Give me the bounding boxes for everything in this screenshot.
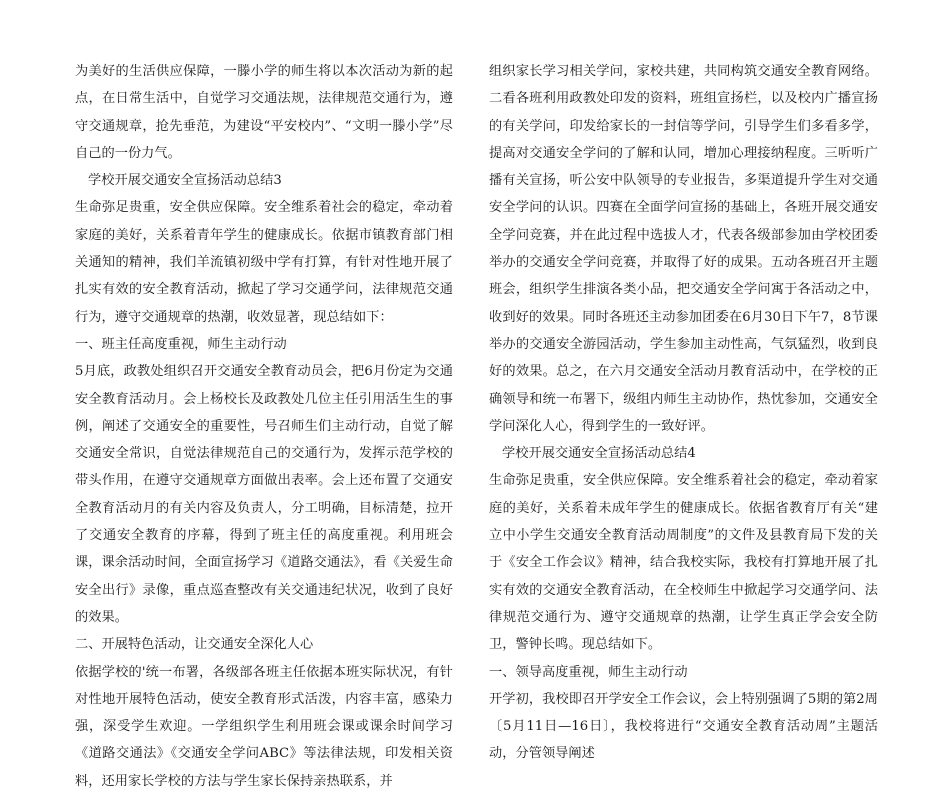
right-column xyxy=(489,58,878,768)
heading-part-1-summary-4: 一、领导高度重视，师生主动行动 xyxy=(489,664,688,680)
paragraph-intro-summary-3: 生命弥足贵重，安全供应保障。安全维系着社会的稳定，牵动着家庭的美好，关系着青年学生的健康成长。依据市镇教育部门相关通知的精神，我们羊流镇初级中学有打算，有针对性地开展了扎实有效的安全教育活动，掀起了学习交通学问，法律规范交通行为，遵守交通规章的热潮，收效显著，现总结如下： xyxy=(75,200,453,325)
heading-part-1: 一、班主任高度重视，师生主动行动 xyxy=(75,336,287,352)
heading-part-2: 二、开展特色活动，让交通安全深化人心 xyxy=(75,637,314,653)
paragraph-part-2: 依据学校的'统一布署，各级部各班主任依据本班实际状况，有针对性地开展特色活动，使安全教育形式活泼，内容丰富，感染力强，深受学生欢迎。一学组织学生利用班会课或课余时间学习《道路交通法》《交通安全学问ABC》等法律法规，印发相关资料，还用家长学校的方法与学生家长保持亲热联系，并 xyxy=(75,664,453,789)
paragraph-intro-summary-4: 生命弥足贵重，安全供应保障。安全维系着社会的稳定，牵动着家庭的美好，关系着未成年学生的健康成长。依据省教育厅有关“建立中小学生交通安全教育活动周制度”的文件及县教育局下发的关于《安全工作会议》精神，结合我校实际，我校有打算地开展了扎实有效的交通安全教育活动，在全校师生中掀起学习交通学问、法律规范交通行为、遵守交通规章的热潮，让学生真正学会安全防卫，警钟长鸣。现总结如下。 xyxy=(489,473,878,653)
section-title-summary-4: 学校开展交通安全宣扬活动总结4 xyxy=(502,446,696,462)
section-title-summary-3: 学校开展交通安全宣扬活动总结3 xyxy=(88,173,282,189)
paragraph-part-1-summary-4: 开学初，我校即召开学安全工作会议，会上特别强调了5期的第2周〔5月11日—16日〕，我校将进行“交通安全教育活动周”主题活动，分管领导阐述 xyxy=(489,691,878,762)
paragraph-closing-summary-2: 为美好的生活供应保障，一滕小学的师生将以本次活动为新的起点，在日常生活中，自觉学习交通法规，法律规范交通行为，遵守交通规章，抢先垂范，为建设“平安校内”、“文明一滕小学”尽自己的一份力气。 xyxy=(75,64,453,161)
left-column xyxy=(75,58,453,795)
paragraph-part-1: 5月底，政教处组织召开交通安全教育动员会，把6月份定为交通安全教育活动月。会上杨校长及政教处几位主任引用活生生的事例，阐述了交通安全的重要性，号召师生们主动行动，自觉了解交通安全常识，自觉法律规范自己的交通行为，发挥示范学校的带头作用，在遵守交通规章方面做出表率。会上还布置了交通安全教育活动月的有关内容及负责人，分工明确，目标清楚，拉开了交通安全教育的序幕，得到了班主任的高度重视。利用班会课，课余活动时间，全面宣扬学习《道路交通法》，看《关爱生命安全出行》录像，重点巡查整改有关交通违纪状况，收到了良好的效果。 xyxy=(75,364,453,625)
paragraph-part-2-continued: 组织家长学习相关学问，家校共建，共同构筑交通安全教育网络。二看各班利用政教处印发的资料，班组宣扬栏，以及校内广播宣扬的有关学问，印发给家长的一封信等学问，引导学生们多看多学，提高对交通安全学问的了解和认同，增加心理接纳程度。三听听广播有关宣扬，听公安中队领导的专业报告，多渠道提升学生对交通安全学问的认识。四赛在全面学问宣扬的基础上，各班开展交通安全学问竞赛，并在此过程中选拔人才，代表各级部参加由学校团委举办的交通安全学问竞赛，并取得了好的成果。五动各班召开主题班会，组织学生排演各类小品，把交通安全学问寓于各活动之中，收到好的效果。同时各班还主动参加团委在6月30日下午7，8节课举办的交通安全游园活动，学生参加主动性高，气氛猛烈，收到良好的效果。总之，在六月交通安全活动月教育活动中，在学校的正确领导和统一布署下，级组内师生主动协作，热忱参加，交通安全学问深化人心，得到学生的一致好评。 xyxy=(489,64,878,434)
